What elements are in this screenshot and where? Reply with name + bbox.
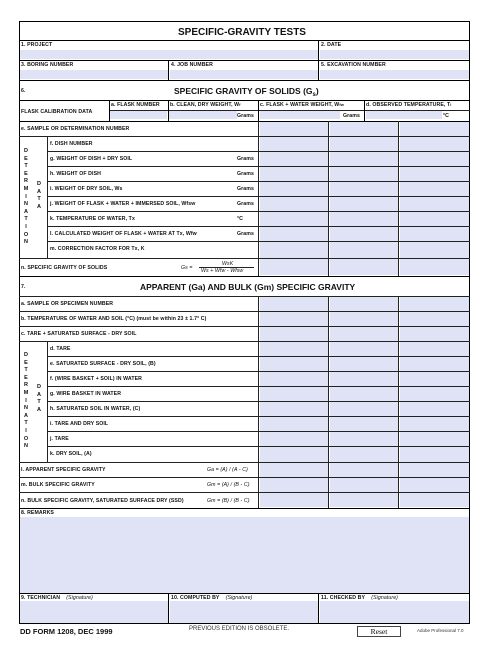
bulk-ssd-gravity-label: n. BULK SPECIFIC GRAVITY, SATURATED SURFACE DRY (SSD) <box>21 498 184 504</box>
bulk-ssd-gravity-formula: Gm = (B) / (B - C) <box>207 498 250 504</box>
flask-calibration-label: FLASK CALIBRATION DATA <box>21 109 93 115</box>
s6-row-label: m. CORRECTION FACTOR FOR Tx, K <box>50 246 145 252</box>
reset-button[interactable]: Reset <box>357 626 401 637</box>
s7-tare-ssd-label: c. TARE + SATURATED SURFACE - DRY SOIL <box>21 331 137 337</box>
vertical-letter: N <box>24 201 28 208</box>
vertical-letter: E <box>24 155 28 162</box>
vertical-letter: A <box>37 391 41 398</box>
vertical-letter: A <box>24 412 28 419</box>
s6-row-unit: Grams <box>237 156 254 162</box>
vertical-letter: E <box>24 374 28 381</box>
s7-row-label: e. SATURATED SURFACE - DRY SOIL, (B) <box>50 361 156 367</box>
vertical-letter: N <box>24 239 28 246</box>
vertical-letter: T <box>37 196 41 203</box>
remarks-label: 8. REMARKS <box>21 510 54 516</box>
vertical-letter: O <box>23 435 29 442</box>
bulk-gravity-formula: Gm = (A) / (B - C) <box>207 482 250 488</box>
s6-row-label: i. WEIGHT OF DRY SOIL, Ws <box>50 186 123 192</box>
vertical-letter: T <box>24 216 28 223</box>
s6-row-label: h. WEIGHT OF DISH <box>50 171 101 177</box>
flask-number-field[interactable] <box>109 110 167 119</box>
grams-unit: Grams <box>343 113 360 119</box>
vertical-letter: A <box>37 406 41 413</box>
vertical-letter: T <box>24 163 28 170</box>
section-6-number: 6. <box>21 88 26 94</box>
vertical-letter: A <box>24 208 28 215</box>
form-title: SPECIFIC-GRAVITY TESTS <box>178 27 306 38</box>
job-number-label: 4. JOB NUMBER <box>171 62 213 68</box>
s7-row-label: k. DRY SOIL, (A) <box>50 451 92 457</box>
solids-title: SPECIFIC GRAVITY OF SOLIDS $(G_s)$ <box>174 86 319 98</box>
flask-number-label: a. FLASK NUMBER <box>111 102 160 108</box>
s6-row-unit: Grams <box>237 186 254 192</box>
s7-row-label: f. (WIRE BASKET + SOIL) IN WATER <box>50 376 143 382</box>
project-label: 1. PROJECT <box>21 42 53 48</box>
checked-by-label: 11. CHECKED BY (Signature) <box>321 595 399 601</box>
vertical-letter: T <box>24 367 28 374</box>
flask-water-weight-field[interactable] <box>260 110 340 119</box>
s7-column-1[interactable] <box>260 297 328 507</box>
gs-formula-denominator: Ws + Wfw - Wfsw <box>201 268 244 274</box>
s7-row-label: j. TARE <box>50 436 69 442</box>
s7-temperature-label: b. TEMPERATURE OF WATER AND SOIL (°C) (must be within 23 ± 1.7° C) <box>21 316 207 322</box>
vertical-letter: M <box>23 389 29 396</box>
s7-sample-number-label: a. SAMPLE OR SPECIMEN NUMBER <box>21 301 114 307</box>
vertical-letter: D <box>24 352 28 358</box>
s7-column-3[interactable] <box>400 297 469 507</box>
date-field[interactable] <box>320 50 469 59</box>
vertical-letter: E <box>24 170 28 177</box>
project-field[interactable] <box>20 50 318 59</box>
s7-column-2[interactable] <box>330 297 398 507</box>
s6-row-label: l. CALCULATED WEIGHT OF FLASK + WATER AT Tx, Wfw <box>50 231 197 237</box>
s6-row-label: j. WEIGHT OF FLASK + WATER + IMMERSED SOIL, Wfsw <box>50 201 196 207</box>
s7-row-label: h. SATURATED SOIL IN WATER, (C) <box>50 406 141 412</box>
boring-number-label: 3. BORING NUMBER <box>21 62 74 68</box>
vertical-letter: T <box>24 420 28 427</box>
flask-water-weight-label: c. FLASK + WATER WEIGHT, Wfw <box>260 102 344 108</box>
vertical-letter: N <box>24 443 28 450</box>
data-vertical-label <box>35 384 43 414</box>
vertical-letter: I <box>25 193 27 200</box>
s6-row-unit: °C <box>237 216 244 222</box>
determination-vertical-label <box>22 352 30 451</box>
determination-vertical-label <box>22 148 30 247</box>
apparent-bulk-title: APPARENT (Ga) AND BULK (Gm) SPECIFIC GRAVITY <box>140 282 356 292</box>
s7-row-label: i. TARE AND DRY SOIL <box>50 421 109 427</box>
observed-temp-label: d. OBSERVED TEMPERATURE, Ti <box>366 102 452 108</box>
s6-row-label: f. DISH NUMBER <box>50 141 93 147</box>
computed-by-field[interactable] <box>170 601 318 623</box>
vertical-letter: D <box>37 181 41 187</box>
bulk-gravity-label: m. BULK SPECIFIC GRAVITY <box>21 482 95 488</box>
technician-field[interactable] <box>20 601 168 623</box>
job-number-field[interactable] <box>170 70 318 79</box>
s6-row-label: k. TEMPERATURE OF WATER, Tx <box>50 216 135 222</box>
remarks-field[interactable] <box>20 517 469 593</box>
vertical-letter: T <box>37 399 41 406</box>
vertical-letter: A <box>37 188 41 195</box>
date-label: 2. DATE <box>321 42 342 48</box>
gs-formula-lhs: Gs = <box>181 265 193 271</box>
observed-temp-field[interactable] <box>366 110 442 119</box>
vertical-letter: D <box>24 148 28 154</box>
excavation-number-label: 5. EXCAVATION NUMBER <box>321 62 386 68</box>
s7-row-label: g. WIRE BASKET IN WATER <box>50 391 122 397</box>
s6-row-unit: Grams <box>237 231 254 237</box>
apparent-gravity-label: l. APPARENT SPECIFIC GRAVITY <box>21 467 106 473</box>
vertical-letter: R <box>24 178 28 185</box>
vertical-letter: I <box>25 397 27 404</box>
vertical-letter: R <box>24 382 28 389</box>
s6-row-label: g. WEIGHT OF DISH + DRY SOIL <box>50 156 133 162</box>
clean-dry-weight-label: b. CLEAN, DRY WEIGHT, Wf <box>170 102 241 108</box>
s6-column-1[interactable] <box>260 122 328 275</box>
flask-dry-weight-field[interactable] <box>169 110 237 119</box>
section-7-number: 7. <box>21 284 26 290</box>
vertical-letter: D <box>37 384 41 390</box>
s6-column-3[interactable] <box>400 122 469 275</box>
s6-row-unit: Grams <box>237 201 254 207</box>
vertical-letter: I <box>25 427 27 434</box>
technician-label: 9. TECHNICIAN (Signature) <box>21 595 93 601</box>
boring-number-field[interactable] <box>20 70 168 79</box>
data-vertical-label <box>35 181 43 211</box>
vertical-letter: M <box>23 185 29 192</box>
computed-by-label: 10. COMPUTED BY (Signature) <box>171 595 253 601</box>
vertical-letter: O <box>23 231 29 238</box>
gs-formula-numerator: WsK <box>222 261 234 267</box>
adobe-version: Adobe Professional 7.0 <box>417 628 464 633</box>
vertical-letter: N <box>24 405 28 412</box>
specific-gravity-solids-label: n. SPECIFIC GRAVITY OF SOLIDS <box>21 265 108 271</box>
form-id: DD FORM 1208, DEC 1999 <box>20 627 113 636</box>
s6-column-2[interactable] <box>330 122 398 275</box>
vertical-letter: E <box>24 359 28 366</box>
celsius-unit: °C <box>443 113 450 119</box>
obsolete-notice: PREVIOUS EDITION IS OBSOLETE. <box>189 626 290 632</box>
vertical-letter: A <box>37 203 41 210</box>
s7-row-label: d. TARE <box>50 346 71 352</box>
excavation-number-field[interactable] <box>320 70 469 79</box>
grams-unit: Grams <box>237 113 254 119</box>
vertical-letter: I <box>25 223 27 230</box>
checked-by-field[interactable] <box>320 601 469 623</box>
s6-row-unit: Grams <box>237 171 254 177</box>
s6-sample-number-label: e. SAMPLE OR DETERMINATION NUMBER <box>21 126 130 132</box>
apparent-gravity-formula: Ga = (A) / (A - C) <box>207 467 248 473</box>
